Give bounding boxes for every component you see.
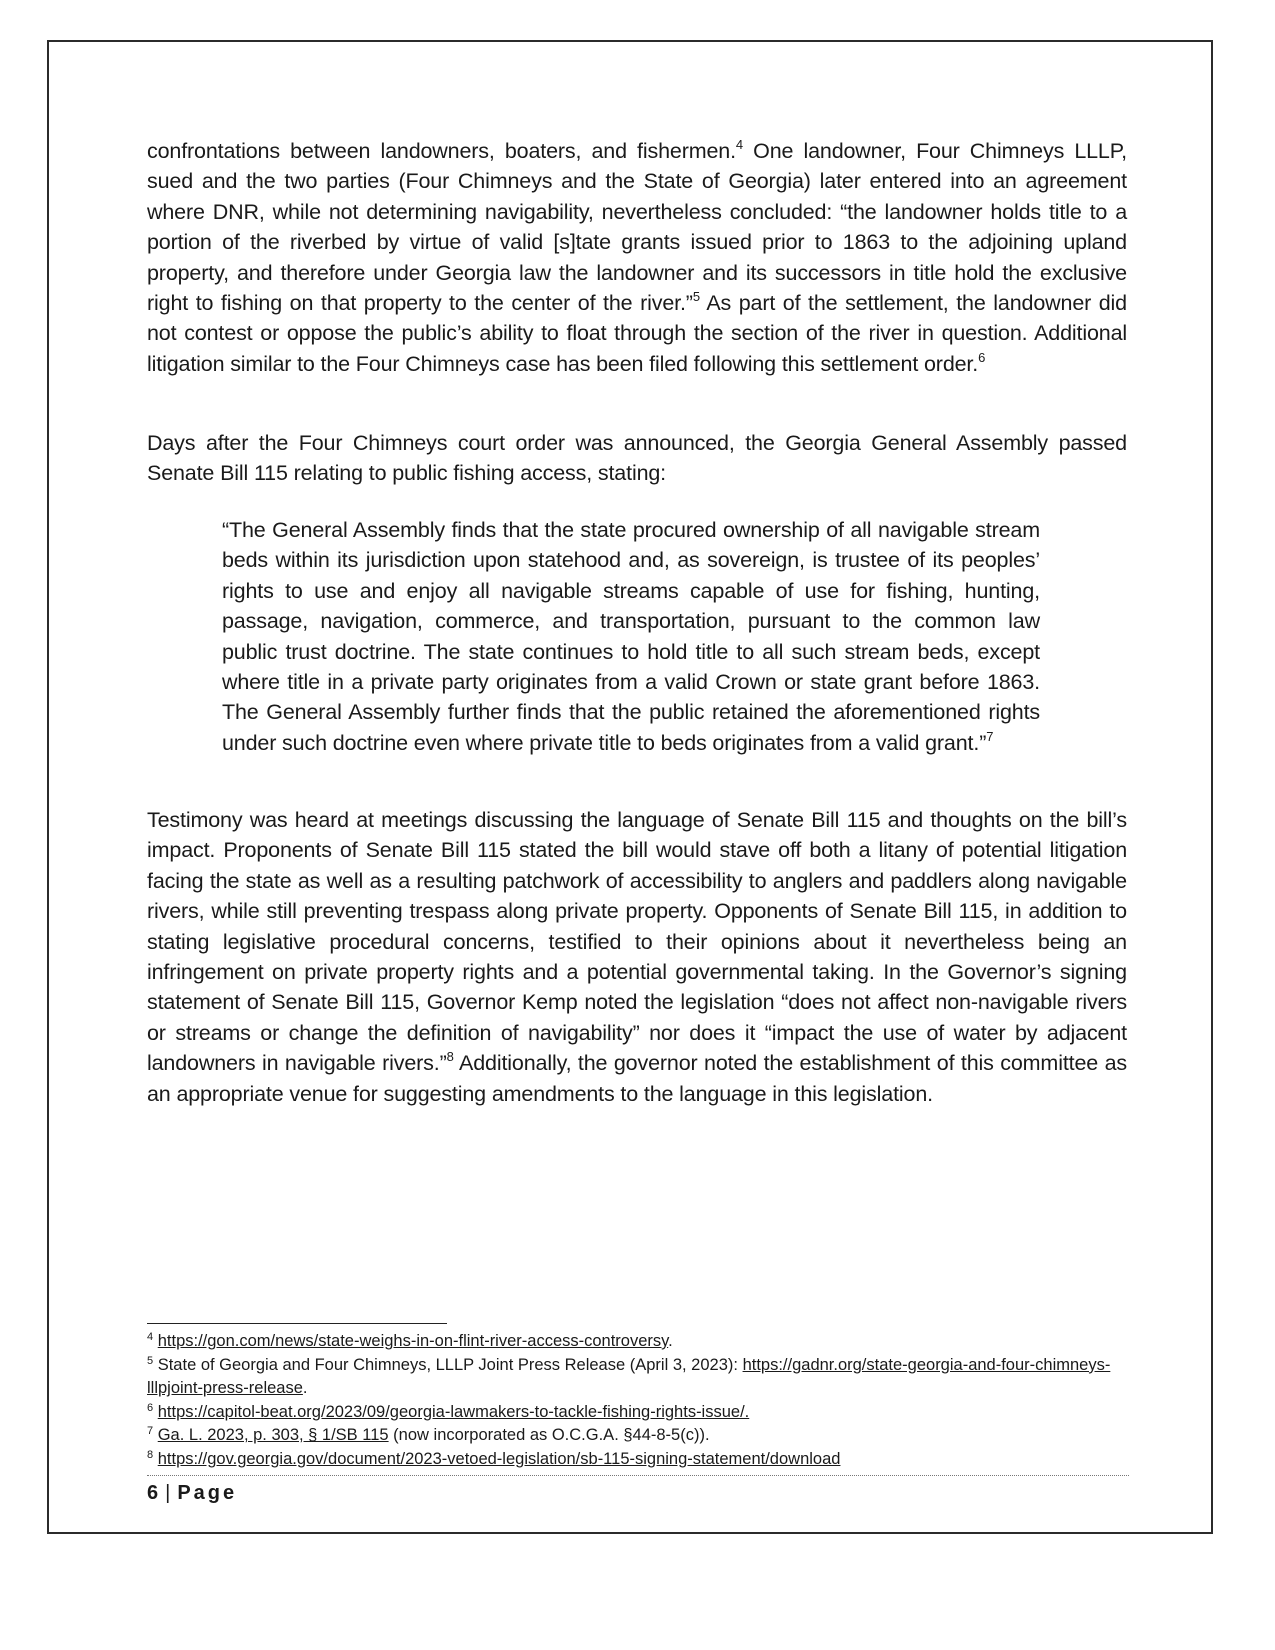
footnote-ref-7[interactable]: 7 (986, 728, 994, 744)
paragraph-2-text: Days after the Four Chimneys court order was announced, the Georgia General Assembly passed Senate Bill 115 relating to public fishing access, stating: (147, 431, 1127, 486)
page-label: Page (177, 1482, 238, 1504)
paragraph-1-text-b: One landowner, Four Chimneys LLLP, sued and the two parties (Four Chimneys and the State of Georgia) later entered into an agreement where DNR, while not determining navigability, nevertheless concluded: “the landowner holds title to a portion of the riverbed by virtue of valid [s]tate grants issued prior to 1863 to the adjoining upland property, and therefore under Georgia law the landowner and its successors in title hold the exclusive right to fishing on that property to the center of the river.” (147, 139, 1127, 316)
paragraph-2 (147, 428, 1127, 489)
footnote-4-suffix: . (668, 1332, 673, 1350)
page-number: 6 (147, 1482, 162, 1504)
footnote-4-link[interactable]: https://gon.com/news/state-weighs-in-on-flint-river-access-controversy (157, 1332, 669, 1350)
footnote-separator (147, 1323, 447, 1324)
footnote-number: 5 (147, 1354, 154, 1367)
footnote-5-link[interactable]: https://gadnr.org/state-georgia-and-four-chimneys-lllpjoint-press-release (147, 1355, 1111, 1398)
footnote-5 (147, 1354, 1127, 1401)
footnote-number: 7 (147, 1425, 154, 1438)
footnote-number: 6 (147, 1401, 154, 1414)
footer-divider (147, 1475, 1129, 1476)
footnote-4 (147, 1330, 1127, 1354)
paragraph-3-text-a: Testimony was heard at meetings discussing the language of Senate Bill 115 and thoughts on the bill’s impact. Proponents of Senate Bill 115 stated the bill would stave off both a litany of potential litigation facing the state as well as a resulting patchwork of accessibility to anglers and paddlers along navigable rivers, while still preventing trespass along private property. Opponents of Senate Bill 115, in addition to stating legislative procedural concerns, testified to their opinions about it nevertheless being an infringement on private property rights and a potential governmental taking. In the Governor’s signing statement of Senate Bill 115, Governor Kemp noted the legislation “does not affect non-navigable rivers or streams or change the definition of navigability” nor does it “impact the use of water by adjacent landowners in navigable rivers.” (147, 808, 1127, 1076)
footnote-number: 8 (147, 1448, 154, 1461)
footnote-ref-5[interactable]: 5 (692, 289, 700, 305)
footnote-ref-4[interactable]: 4 (735, 137, 743, 152)
paragraph-1-text-a: confrontations between landowners, boaters, and fishermen. (147, 139, 736, 163)
block-quote-text: “The General Assembly finds that the state procured ownership of all navigable stream beds within its jurisdiction upon statehood and, as sovereign, is trustee of its peoples’ rights to use and enjoy all navigable streams capable of use for fishing, hunting, passage, navigation, commerce, and transportation, pursuant to the common law public trust doctrine. The state continues to hold title to all such stream beds, except where title in a private party originates from a valid Crown or state grant before 1863. The General Assembly further finds that the public retained the aforementioned rights under such doctrine even where private title to beds originates from a valid grant.” (222, 518, 1040, 755)
paragraph-3 (147, 805, 1127, 1109)
footnote-7-link[interactable]: Ga. L. 2023, p. 303, § 1/SB 115 (157, 1426, 389, 1445)
footer-separator: | (165, 1482, 174, 1504)
paragraph-1-text-c: As part of the settlement, the landowner did not contest or oppose the public’s ability to float through the section of the river in question. Additional litigation similar to the Four Chimneys case has been filed following this settlement order. (147, 291, 1127, 376)
footnote-7-suffix: (now incorporated as O.C.G.A. §44-8-5(c)). (388, 1426, 710, 1445)
footnote-number: 4 (147, 1331, 154, 1343)
paragraph-1 (147, 136, 1127, 379)
footnote-6 (147, 1401, 1127, 1425)
footnote-7 (147, 1424, 1127, 1448)
footnotes (147, 1330, 1127, 1472)
footnote-ref-6[interactable]: 6 (978, 349, 986, 365)
paragraph-3-text-b: Additionally, the governor noted the establishment of this committee as an appropriate venue for suggesting amendments to the language in this legislation. (147, 1051, 1127, 1106)
footnote-6-link[interactable]: https://capitol-beat.org/2023/09/georgia-lawmakers-to-tackle-fishing-rights-issue/. (157, 1402, 750, 1421)
page-footer (147, 1482, 237, 1505)
footnote-5-text: State of Georgia and Four Chimneys, LLLP Joint Press Release (April 3, 2023): (157, 1355, 743, 1374)
footnote-8-link[interactable]: https://gov.georgia.gov/document/2023-vetoed-legislation/sb-115-signing-statement/download (157, 1449, 841, 1468)
footnote-5-suffix: . (302, 1379, 308, 1398)
footnote-ref-8[interactable]: 8 (446, 1049, 454, 1065)
footnote-8 (147, 1448, 1127, 1472)
block-quote (222, 515, 1040, 758)
